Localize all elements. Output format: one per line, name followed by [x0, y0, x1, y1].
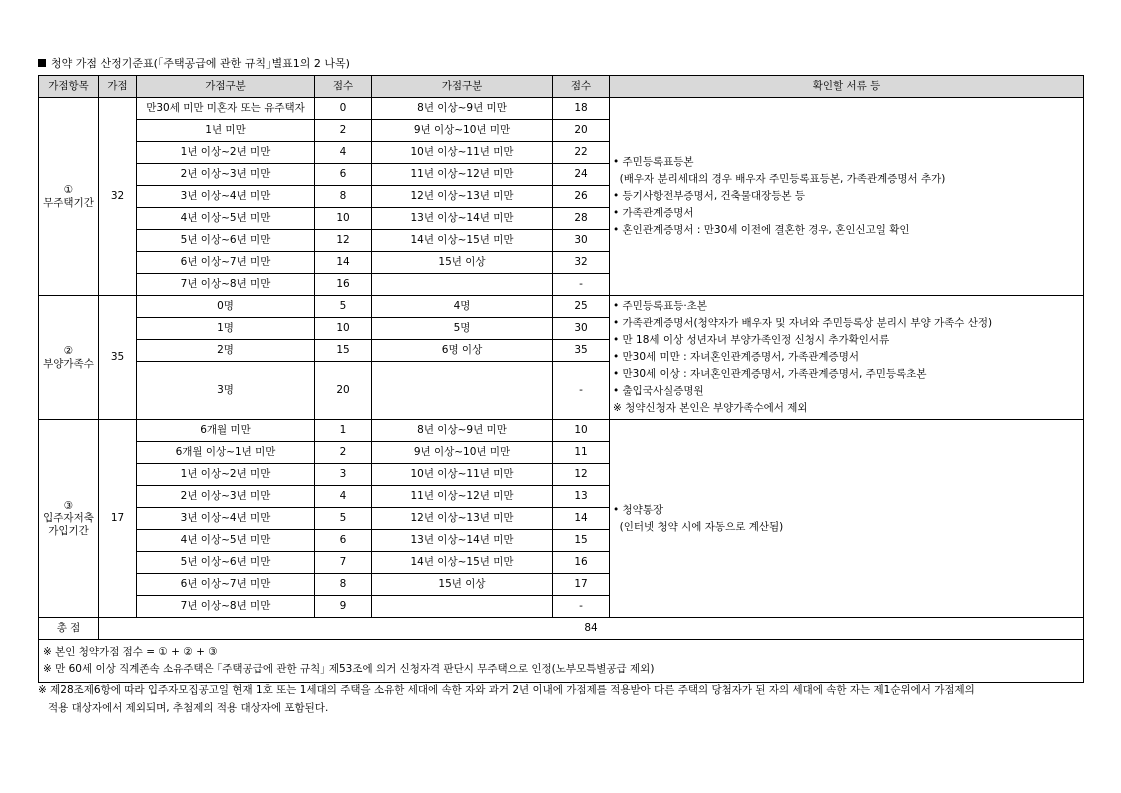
- criteria-cell: 11년 이상~12년 미만: [372, 486, 553, 508]
- criteria-cell: 8년 이상~9년 미만: [372, 98, 553, 120]
- total-row: [39, 618, 1084, 640]
- document-item: (배우자 분리세대의 경우 배우자 주민등록표등본, 가족관계증명서 추가): [613, 173, 946, 185]
- score-cell: 17: [553, 574, 610, 596]
- notes-row: [39, 640, 1084, 683]
- criteria-cell: 3년 이상~4년 미만: [137, 186, 315, 208]
- criteria-cell: 만30세 미만 미혼자 또는 유주택자: [137, 98, 315, 120]
- documents-cell: [610, 98, 1084, 296]
- score-cell: 30: [553, 230, 610, 252]
- score-table: [38, 75, 1084, 683]
- score-cell: 11: [553, 442, 610, 464]
- category-cell: [39, 420, 99, 618]
- header-cell: 가점구분: [372, 76, 553, 98]
- score-cell: 6: [315, 164, 372, 186]
- document-item: • 가족관계증명서(청약자가 배우자 및 자녀와 주민등록상 분리시 부양 가족수 산정): [613, 317, 993, 329]
- table-row: [39, 296, 1084, 318]
- score-cell: 3: [315, 464, 372, 486]
- max-score-cell: 17: [99, 420, 137, 618]
- score-cell: 13: [553, 486, 610, 508]
- score-cell: 32: [553, 252, 610, 274]
- category-cell: [39, 98, 99, 296]
- document-item: • 주민등록표등·초본: [613, 300, 708, 312]
- score-cell: 10: [315, 318, 372, 340]
- score-cell: 24: [553, 164, 610, 186]
- criteria-cell: 10년 이상~11년 미만: [372, 464, 553, 486]
- criteria-cell: 4년 이상~5년 미만: [137, 530, 315, 552]
- criteria-cell: 13년 이상~14년 미만: [372, 530, 553, 552]
- score-cell: 15: [315, 340, 372, 362]
- note-line: ※ 본인 청약가점 점수 = ① + ② + ③: [43, 646, 218, 658]
- score-cell: -: [553, 274, 610, 296]
- score-cell: 7: [315, 552, 372, 574]
- document-item: • 출입국사실증명원: [613, 385, 704, 397]
- score-cell: 4: [315, 142, 372, 164]
- category-name-line2: 가입기간: [48, 524, 89, 537]
- criteria-cell: 2년 이상~3년 미만: [137, 164, 315, 186]
- criteria-cell: 2년 이상~3년 미만: [137, 486, 315, 508]
- category-name: 입주자저축: [43, 512, 94, 525]
- score-cell: 16: [553, 552, 610, 574]
- document-item: • 만30세 미만 : 자녀혼인관계증명서, 가족관계증명서: [613, 351, 859, 363]
- criteria-cell: 4명: [372, 296, 553, 318]
- criteria-cell: 1년 이상~2년 미만: [137, 142, 315, 164]
- category-cell: [39, 296, 99, 420]
- total-label: 총 점: [39, 618, 99, 640]
- criteria-cell: 9년 이상~10년 미만: [372, 120, 553, 142]
- header-cell: 가점: [99, 76, 137, 98]
- document-item: • 만30세 이상 : 자녀혼인관계증명서, 가족관계증명서, 주민등록초본: [613, 368, 927, 380]
- criteria-cell: [372, 274, 553, 296]
- score-cell: 5: [315, 508, 372, 530]
- footnote-line: 적용 대상자에서 제외되며, 추첨제의 적용 대상자에 포함된다.: [48, 702, 329, 714]
- criteria-cell: 7년 이상~8년 미만: [137, 274, 315, 296]
- document-item: (인터넷 청약 시에 자동으로 계산됨): [613, 520, 784, 533]
- score-cell: 18: [553, 98, 610, 120]
- notes-cell: [39, 640, 1084, 683]
- score-cell: 20: [315, 362, 372, 420]
- page-title: [38, 55, 350, 71]
- footnote-line: ※ 제28조제6항에 따라 입주자모집공고일 현재 1호 또는 1세대의 주택을 소유한 세대에 속한 자와 과거 2년 이내에 가점제를 적용받아 다른 주택의 당첨자가 된 자의 세대에 속한 자는 제1순위에서 가점제의: [38, 684, 975, 696]
- criteria-cell: 4년 이상~5년 미만: [137, 208, 315, 230]
- score-cell: 25: [553, 296, 610, 318]
- total-value: 84: [99, 618, 1084, 640]
- score-cell: -: [553, 596, 610, 618]
- table-row: [39, 98, 1084, 120]
- criteria-cell: 7년 이상~8년 미만: [137, 596, 315, 618]
- header-cell: 가점항목: [39, 76, 99, 98]
- criteria-cell: 6년 이상~7년 미만: [137, 252, 315, 274]
- criteria-cell: 3년 이상~4년 미만: [137, 508, 315, 530]
- document-item: • 가족관계증명서: [613, 207, 694, 219]
- score-cell: 2: [315, 442, 372, 464]
- category-name: 무주택기간: [43, 196, 94, 209]
- header-cell: 점수: [315, 76, 372, 98]
- criteria-cell: 3명: [137, 362, 315, 420]
- criteria-cell: 1년 미만: [137, 120, 315, 142]
- document-item: • 청약통장: [613, 503, 664, 516]
- score-cell: 14: [553, 508, 610, 530]
- score-cell: 14: [315, 252, 372, 274]
- category-number: ①: [63, 184, 74, 197]
- criteria-cell: 10년 이상~11년 미만: [372, 142, 553, 164]
- category-number: ③: [63, 500, 74, 513]
- documents-cell: [610, 420, 1084, 618]
- score-cell: 22: [553, 142, 610, 164]
- score-cell: 10: [315, 208, 372, 230]
- note-line: ※ 만 60세 이상 직계존속 소유주택은 ｢주택공급에 관한 규칙｣ 제53조에 의거 신청자격 판단시 무주택으로 인정(노부모특별공급 제외): [43, 663, 655, 675]
- score-cell: 1: [315, 420, 372, 442]
- criteria-cell: 11년 이상~12년 미만: [372, 164, 553, 186]
- score-cell: 5: [315, 296, 372, 318]
- score-cell: 26: [553, 186, 610, 208]
- category-number: ②: [63, 345, 74, 358]
- criteria-cell: 1년 이상~2년 미만: [137, 464, 315, 486]
- footnote: [38, 681, 1088, 717]
- criteria-cell: 6개월 이상~1년 미만: [137, 442, 315, 464]
- criteria-cell: [372, 596, 553, 618]
- score-cell: 15: [553, 530, 610, 552]
- score-cell: 8: [315, 186, 372, 208]
- criteria-cell: 6년 이상~7년 미만: [137, 574, 315, 596]
- document-item: • 혼인관계증명서 : 만30세 이전에 결혼한 경우, 혼인신고일 확인: [613, 224, 910, 236]
- score-cell: 8: [315, 574, 372, 596]
- score-cell: 20: [553, 120, 610, 142]
- header-cell: 확인할 서류 등: [610, 76, 1084, 98]
- criteria-cell: 6개월 미만: [137, 420, 315, 442]
- score-cell: 4: [315, 486, 372, 508]
- criteria-cell: 15년 이상: [372, 252, 553, 274]
- score-cell: 12: [315, 230, 372, 252]
- table-row: [39, 420, 1084, 442]
- criteria-cell: 9년 이상~10년 미만: [372, 442, 553, 464]
- documents-cell: [610, 296, 1084, 420]
- criteria-cell: [372, 362, 553, 420]
- criteria-cell: 1명: [137, 318, 315, 340]
- header-cell: 가점구분: [137, 76, 315, 98]
- score-cell: 28: [553, 208, 610, 230]
- criteria-cell: 15년 이상: [372, 574, 553, 596]
- criteria-cell: 5년 이상~6년 미만: [137, 230, 315, 252]
- title-text: 청약 가점 산정기준표(｢주택공급에 관한 규칙｣별표1의 2 나목): [51, 57, 350, 70]
- criteria-cell: 13년 이상~14년 미만: [372, 208, 553, 230]
- max-score-cell: 35: [99, 296, 137, 420]
- criteria-cell: 8년 이상~9년 미만: [372, 420, 553, 442]
- document-item: • 등기사항전부증명서, 건축물대장등본 등: [613, 190, 805, 202]
- criteria-cell: 14년 이상~15년 미만: [372, 552, 553, 574]
- document-item: ※ 청약신청자 본인은 부양가족수에서 제외: [613, 402, 808, 414]
- header-cell: 점수: [553, 76, 610, 98]
- square-bullet-icon: [38, 59, 46, 67]
- criteria-cell: 0명: [137, 296, 315, 318]
- criteria-cell: 5명: [372, 318, 553, 340]
- max-score-cell: 32: [99, 98, 137, 296]
- score-cell: 30: [553, 318, 610, 340]
- criteria-cell: 2명: [137, 340, 315, 362]
- document-item: • 주민등록표등본: [613, 156, 694, 168]
- score-cell: 6: [315, 530, 372, 552]
- score-cell: 10: [553, 420, 610, 442]
- score-cell: -: [553, 362, 610, 420]
- document-item: • 만 18세 이상 성년자녀 부양가족인정 신청시 추가확인서류: [613, 334, 890, 346]
- criteria-cell: 14년 이상~15년 미만: [372, 230, 553, 252]
- score-cell: 9: [315, 596, 372, 618]
- category-name: 부양가족수: [43, 357, 94, 370]
- criteria-cell: 5년 이상~6년 미만: [137, 552, 315, 574]
- score-cell: 12: [553, 464, 610, 486]
- criteria-cell: 6명 이상: [372, 340, 553, 362]
- criteria-cell: 12년 이상~13년 미만: [372, 186, 553, 208]
- header-row: [39, 76, 1084, 98]
- score-cell: 35: [553, 340, 610, 362]
- score-cell: 0: [315, 98, 372, 120]
- score-cell: 2: [315, 120, 372, 142]
- criteria-cell: 12년 이상~13년 미만: [372, 508, 553, 530]
- score-cell: 16: [315, 274, 372, 296]
